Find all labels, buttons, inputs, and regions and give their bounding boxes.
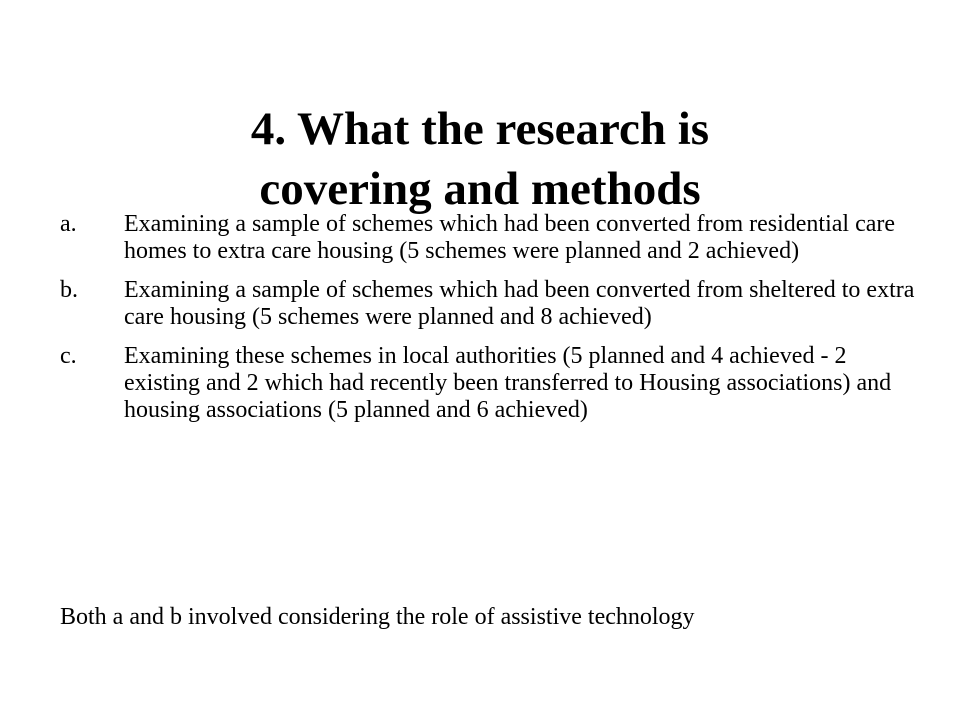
slide-title-line-2: covering and methods [259,163,701,216]
slide-title-line-1: 4. What the research is [250,103,710,156]
list-item-marker: b. [60,277,78,303]
list-item-a [60,211,920,265]
list-item-text: Examining a sample of schemes which had been converted from sheltered to extra care housing (5 schemes were planned and 8 achieved) [124,277,915,330]
slide-title [0,99,960,219]
list-item-c [60,343,920,424]
footer-note: Both a and b involved considering the role of assistive technology [60,604,695,630]
list-item-text: Examining a sample of schemes which had been converted from residential care homes to extra care housing (5 schemes were planned and 2 achieved) [124,211,896,264]
list-item-marker: c. [60,343,77,369]
list-item-marker: a. [60,211,77,237]
research-items-list [60,211,920,436]
list-item-text: Examining these schemes in local authorities (5 planned and 4 achieved - 2 existing and 2 which had recently been transferred to Housing associations) and housing associations (5 planned and 6 achieved) [124,343,892,423]
list-item-b [60,277,920,331]
